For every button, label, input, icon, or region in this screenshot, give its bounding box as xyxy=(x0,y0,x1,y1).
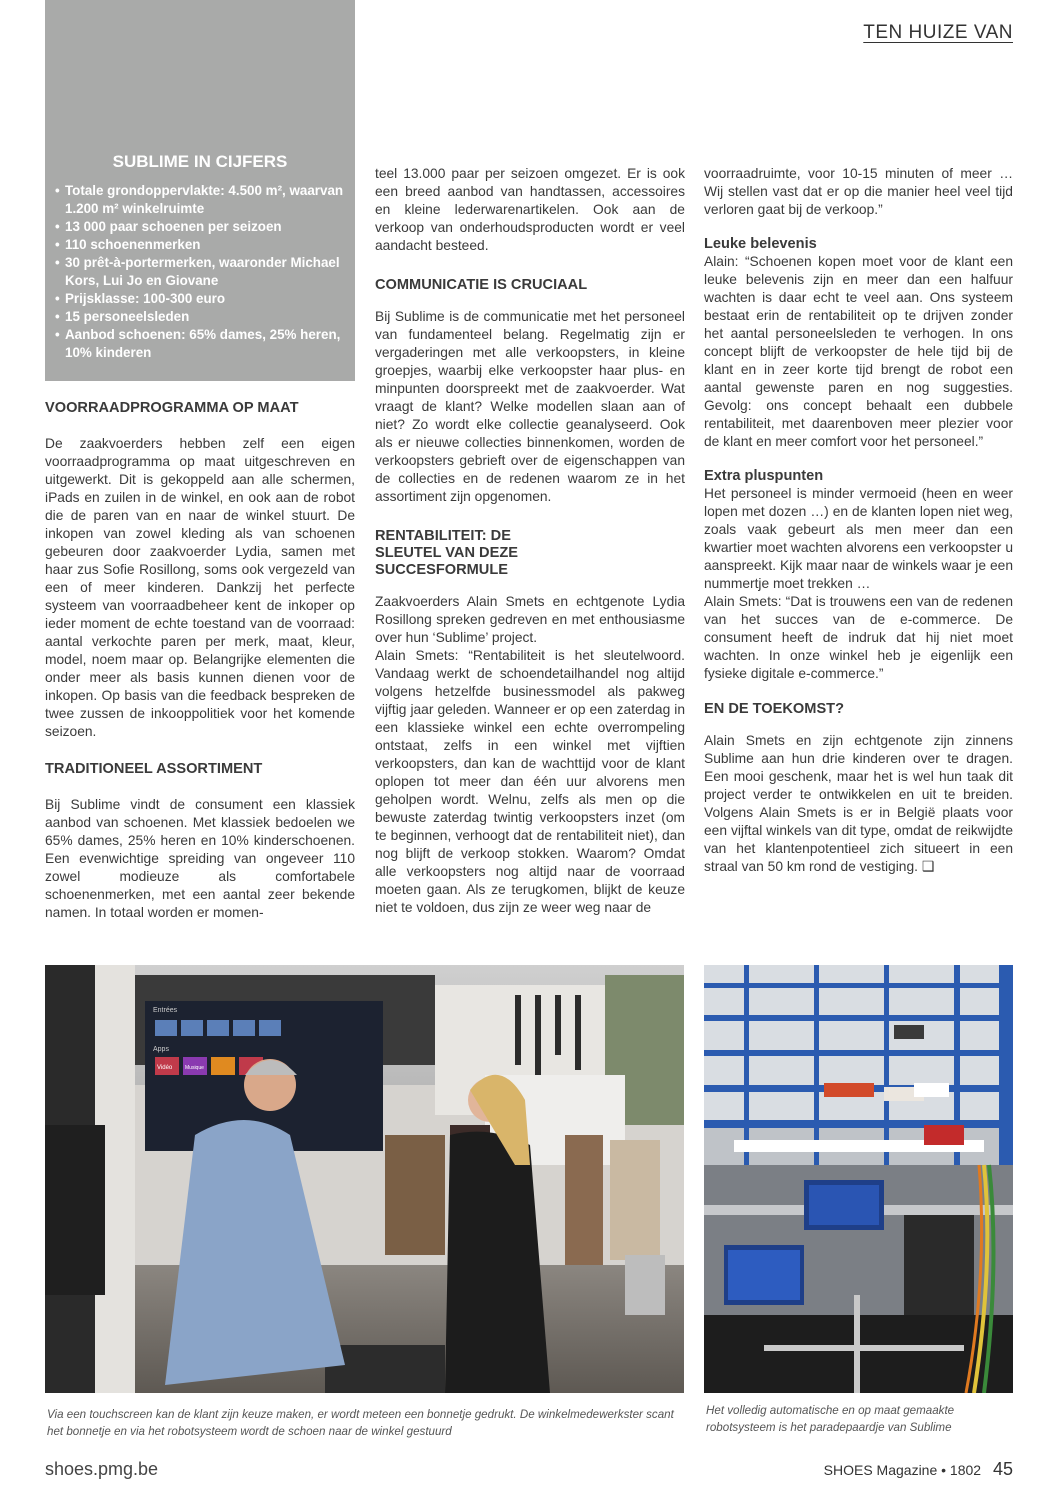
facts-item: • Totale grondoppervlakte: 4.500 m², waarvan 1.200 m² winkelruimte xyxy=(55,182,345,218)
screen-label-apps: Apps xyxy=(153,1046,169,1053)
column-1 xyxy=(45,400,355,922)
footer-website[interactable]: shoes.pmg.be xyxy=(45,1459,159,1479)
section-tag: TEN HUIZE VAN xyxy=(863,22,1013,43)
photo-touchscreen xyxy=(45,965,684,1393)
paragraph: De zaakvoerders hebben zelf een eigen voorraadprogramma op maat uitgeschreven en uitgewerkt. Dit is gekoppeld aan alle schermen, iPads en zuilen in de winkel, en ook aan de robot die de paren van en naar de winkel stuurt. De inkopen van zowel kleding als van schoenen gebeuren door zaakvoerder Lydia, samen met haar zus Sofie Rosillong, soms ook vergezeld van een of meer kinderen. Dankzij het perfecte systeem van voorraadbeheer kent de inkoper op ieder moment de echte toestand van de voorraad: aantal verkochte paren per merk, maat, kleur, model, noem maar op. Belangrijke elementen die onder meer als basis kunnen dienen voor de inkopen. Op basis van die feedback bespreken de twee zussen de inkooppolitiek voor het komende seizoen. xyxy=(45,436,355,739)
photo-touchscreen-image xyxy=(45,965,684,1393)
magazine-issue: SHOES Magazine • 1802 xyxy=(823,1462,982,1478)
caption-left: Via een touchscreen kan de klant zijn keuze maken, er wordt meteen een bonnetje gedrukt. De winkelmedewerkster scant het bonnetje en via het robotsysteem wordt de schoen naar de winkel gestuurd xyxy=(47,1408,674,1438)
paragraph: Bij Sublime vindt de consument een klassiek aanbod van schoenen. Met klassiek bedoelen we 65% dames, 25% heren en 10% kinderschoenen. Een evenwichtige spreiding van ongeveer 110 zowel modieuze als comfortabele schoenenmerken, met een aantal zeer bekende namen. In totaal worden er momen- xyxy=(45,797,355,920)
subheading-extra-pluspunten: Extra pluspunten xyxy=(704,468,824,484)
column-3 xyxy=(704,165,1013,876)
paragraph: Alain Smets: “Rentabiliteit is het sleutelwoord. Vandaag werkt de schoendetailhandel nog altijd volgens hetzelfde businessmodel als pakweg vijftig jaar geleden. Wanneer er op een zaterdag in een klassieke winkel een echte overrompeling ontstaat, zelfs in een winkel met vijftien verkoopsters, dan kan de wachttijd voor de klant oplopen tot meer dan één uur alvorens men geholpen wordt. Welnu, zelfs als men op die bewuste zaterdag twintig verkoopsters inzet (om te beginnen, verhoogt dat de rentabiliteit niet), dan nog blijft de verkoop stokken. Waarom? Omdat alle verkoopsters nog altijd naar de voorraad moeten gaan. Als ze terugkomen, blijkt de keuze niet te voldoen, dus zijn ze weer weg naar de xyxy=(375,648,685,915)
paragraph: Alain: “Schoenen kopen moet voor de klant een leuke belevenis zijn en meer dan een halfuur wachten is daar echt te veel aan. Ons systeem bestaat erin de rentabiliteit op te drijven zonder het aantal personeelsleden te verhogen. In ons concept blijft de verkoopster de hele tijd bij de klant en in zeer korte tijd brengt de robot een aantal gewenste paren en nog suggesties. Gevolg: ons concept behaalt een dubbele rentabiliteit, met daarenboven meer plezier voor de klant en meer comfort voor het personeel.” xyxy=(704,254,1013,449)
caption-right: Het volledig automatische en op maat gemaakte robotsysteem is het paradepaardje van Sublime xyxy=(706,1404,955,1434)
screen-app-video: Vidéo xyxy=(157,1065,173,1071)
heading-traditioneel-assortiment: TRADITIONEEL ASSORTIMENT xyxy=(45,761,263,777)
paragraph: Zaakvoerders Alain Smets en echtgenote Lydia Rosillong spreken gedreven en met enthousiasme over hun ‘Sublime’ project. xyxy=(375,594,685,645)
heading-voorraadprogramma: VOORRAADPROGRAMMA OP MAAT xyxy=(45,400,299,416)
facts-item: • 15 personeelsleden xyxy=(55,308,345,326)
column-2 xyxy=(375,165,685,917)
screen-app-musique: Musique xyxy=(185,1065,204,1071)
photo-robot xyxy=(704,965,1013,1393)
page-number: 45 xyxy=(992,1459,1013,1479)
paragraph: Bij Sublime is de communicatie met het personeel van fundamenteel belang. Regelmatig zijn er vergaderingen met alle verkoopsters, in kleine groepjes, waarbij elke verkoopster haar plus- en minpunten doorspreekt met de zaakvoerder. Wat vraagt de klant? Welke modellen slaan aan of niet? Zo wordt elke collectie geanalyseerd. Ook als er nieuwe collecties binnenkomen, worden de verkoopsters gebrieft over de eigenschappen van de collecties en de redenen waarom ze in het assortiment zijn opgenomen. xyxy=(375,309,685,504)
paragraph-text: Alain Smets en zijn echtgenote zijn zinnens Sublime aan hun drie kinderen over te dragen. Een mooi geschenk, maar het is wel hun taak dit project verder te ontwikkelen en uit te breiden. Volgens Alain Smets is er in België plaats voor een vijftal winkels van dit type, omdat de reikwijdte van het klantenpotentieel zich situeert in een straal van 50 km rond de vestiging. xyxy=(704,733,1013,874)
paragraph: Alain Smets: “Dat is trouwens een van de redenen van het succes van de e-commerce. De consument heeft de indruk dat hij niet moet wachten. In onze winkel heb je eigenlijk een fysieke digitale e-commerce.” xyxy=(704,594,1013,681)
photo-robot-image xyxy=(704,965,1013,1393)
paragraph: Het personeel is minder vermoeid (heen en weer lopen met dozen …) en de klanten lopen niet weg, zoals vaak gebeurt als men meer dan een kwartier moet wachten alvorens een verkoopster u aanspreekt. Kijk maar naar de winkels waar je een nummertje moet trekken … xyxy=(704,486,1013,591)
facts-item: • 30 prêt-à-portermerken, waaronder Michael Kors, Lui Jo en Giovane xyxy=(55,254,345,290)
facts-item: • 13 000 paar schoenen per seizoen xyxy=(55,218,345,236)
facts-box-title: SUBLIME IN CIJFERS xyxy=(112,152,288,171)
heading-toekomst: EN DE TOEKOMST? xyxy=(704,701,845,717)
subheading-leuke-belevenis: Leuke belevenis xyxy=(704,236,817,252)
heading-communicatie: COMMUNICATIE IS CRUCIAAL xyxy=(375,277,588,293)
paragraph: teel 13.000 paar per seizoen omgezet. Er is ook een breed aanbod van handtassen, accessoires en kleine lederwarenartikelen. Ook aan de verkoop van onderhoudsproducten wordt er veel aandacht besteed. xyxy=(375,166,685,253)
footer-magazine xyxy=(824,1459,1013,1480)
heading-rentabiliteit: RENTABILITEIT: DE SLEUTEL VAN DEZE SUCCESFORMULE xyxy=(375,528,518,578)
paragraph xyxy=(704,732,1013,876)
screen-label-entrees: Entrées xyxy=(153,1007,178,1014)
end-mark-icon: ❑ xyxy=(921,859,935,874)
facts-item: • Prijsklasse: 100-300 euro xyxy=(55,290,345,308)
facts-box xyxy=(45,0,355,381)
paragraph: voorraadruimte, voor 10-15 minuten of meer … Wij stellen vast dat er op die manier heel veel tijd verloren gaat bij de verkoop.” xyxy=(704,166,1013,217)
facts-item: • 110 schoenenmerken xyxy=(55,236,345,254)
facts-list xyxy=(55,182,345,362)
facts-item: • Aanbod schoenen: 65% dames, 25% heren, 10% kinderen xyxy=(55,326,345,362)
